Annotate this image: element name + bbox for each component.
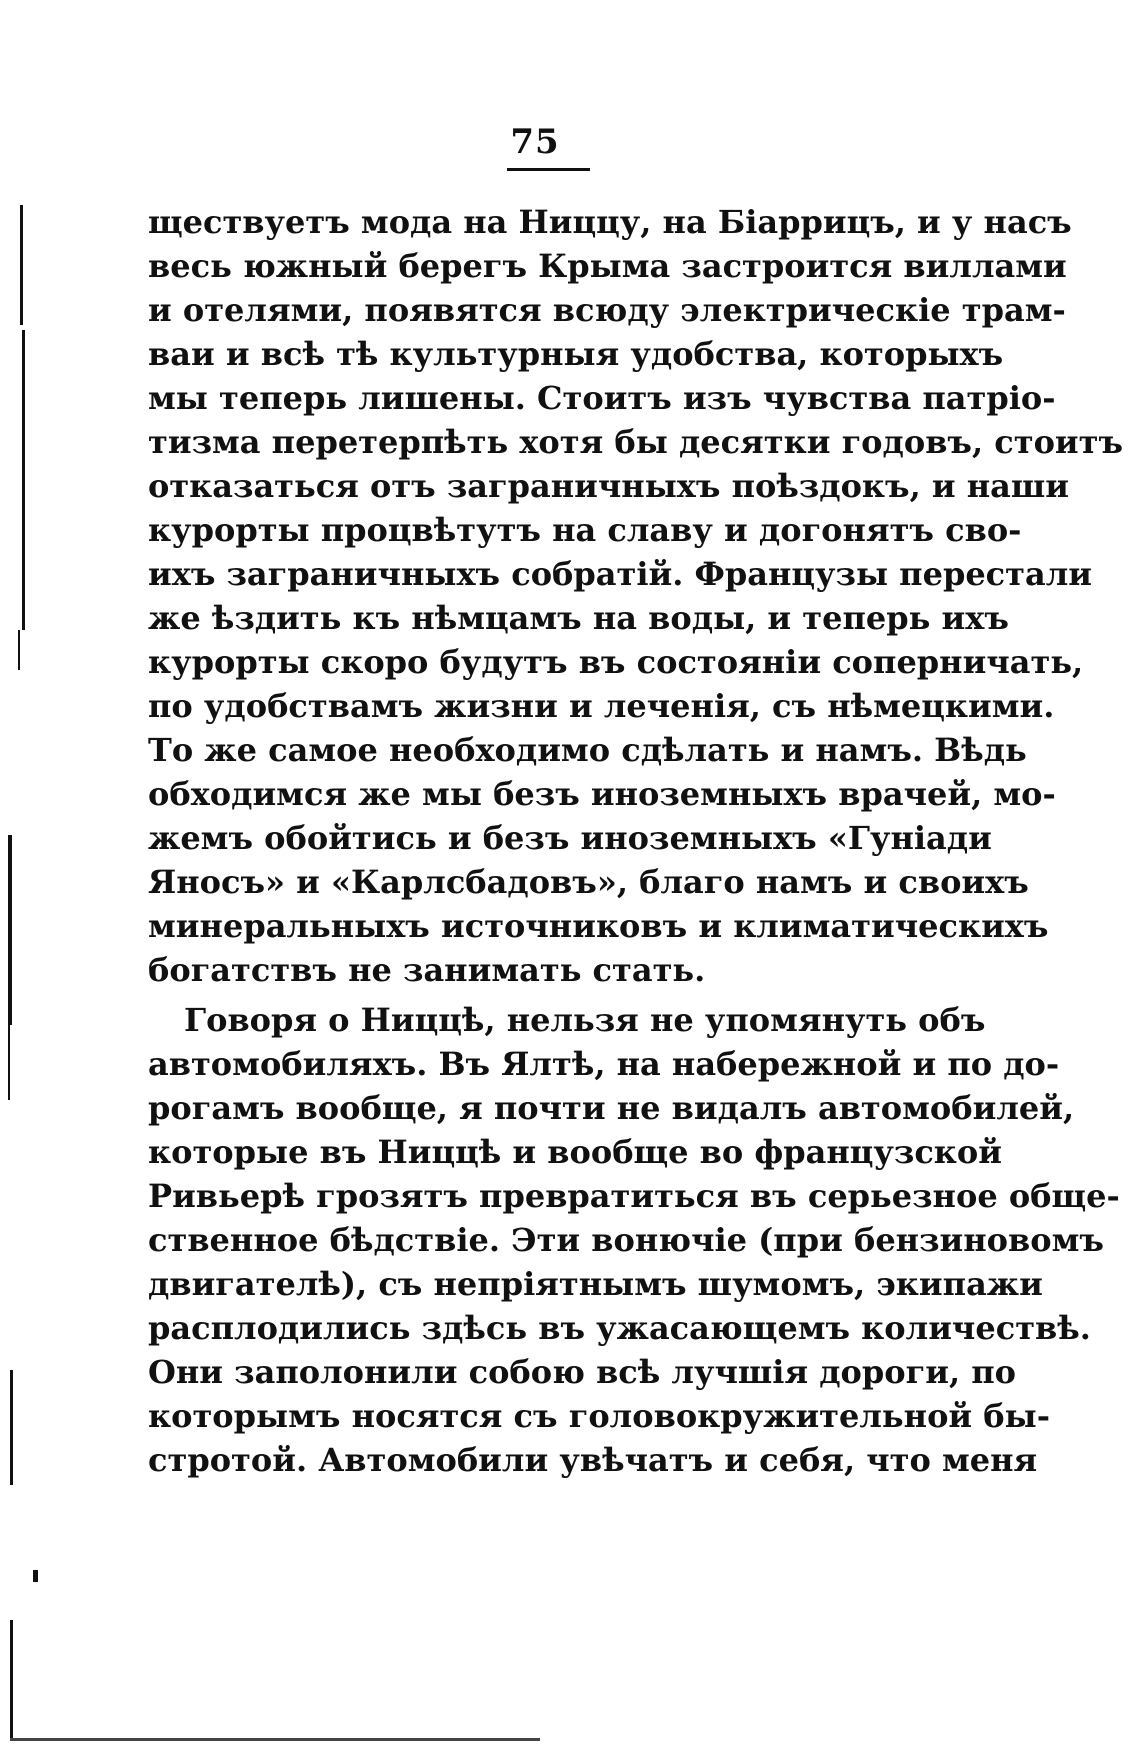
scan-edge-mark — [18, 630, 20, 670]
text-line: минеральныхъ источниковъ и климатическихъ — [148, 907, 1049, 945]
text-line: Говоря о Ниццѣ, нельзя не упомянуть объ — [184, 1001, 986, 1039]
paragraph-1 — [148, 200, 1124, 992]
text-line: рогамъ вообще, я почти не видалъ автомобилей, — [148, 1089, 1075, 1127]
text-line: ваи и всѣ тѣ культурныя удобства, которыхъ — [148, 335, 1004, 373]
text-line: двигателѣ), съ непріятнымъ шумомъ, экипажи — [148, 1265, 1043, 1303]
text-line: которымъ носятся съ головокружительной бы- — [148, 1397, 1050, 1435]
scan-edge-mark — [8, 835, 12, 1025]
scan-dot — [33, 1570, 38, 1582]
text-line: ственное бѣдствіе. Эти вонючіе (при бензиновомъ — [148, 1221, 1104, 1259]
text-line: же ѣздить къ нѣмцамъ на воды, и теперь ихъ — [148, 599, 1009, 637]
text-line: курорты скоро будутъ въ состояніи соперничать, — [148, 643, 1084, 681]
text-line: жемъ обойтись и безъ иноземныхъ «Гуніади — [148, 819, 992, 857]
scan-edge-mark — [20, 205, 23, 325]
text-line: мы теперь лишены. Стоитъ изъ чувства патріо- — [148, 379, 1056, 417]
text-line: ихъ заграничныхъ собратій. Французы перестали — [148, 555, 1093, 593]
paragraph-2 — [148, 998, 1120, 1482]
text-line: по удобствамъ жизни и леченія, съ нѣмецкими. — [148, 687, 1055, 725]
text-line: расплодились здѣсь въ ужасающемъ количествѣ. — [148, 1309, 1091, 1347]
text-line: То же самое необходимо сдѣлать и намъ. Вѣдь — [148, 731, 1027, 769]
text-line: курорты процвѣтутъ на славу и догонятъ сво- — [148, 511, 1022, 549]
text-line: Яносъ» и «Карлсбадовъ», благо намъ и своихъ — [148, 863, 1029, 901]
scan-edge-mark — [10, 1620, 13, 1740]
text-line: и отелями, появятся всюду электрическіе трам- — [148, 291, 1066, 329]
text-line: богатствъ не занимать стать. — [148, 951, 706, 989]
text-line: тизма перетерпѣть хотя бы десятки годовъ, стоитъ — [148, 423, 1124, 461]
text-line: обходимся же мы безъ иноземныхъ врачей, мо- — [148, 775, 1056, 813]
text-line: весь южный берегъ Крыма застроится виллами — [148, 247, 1067, 285]
text-line: ществуетъ мода на Ниццу, на Біаррицъ, и у насъ — [148, 203, 1072, 241]
scan-edge-mark — [10, 1738, 540, 1741]
text-line: Ривьерѣ грозятъ превратиться въ серьезное обще- — [148, 1177, 1120, 1215]
body-text — [148, 200, 1124, 1482]
text-line: которые въ Ниццѣ и вообще во французской — [148, 1133, 1002, 1171]
scan-edge-mark — [22, 330, 25, 630]
scan-edge-mark — [8, 1020, 10, 1100]
text-line: автомобиляхъ. Въ Ялтѣ, на набережной и по до- — [148, 1045, 1060, 1083]
text-line: отказаться отъ заграничныхъ поѣздокъ, и наши — [148, 467, 1070, 505]
page-number: 75 — [510, 122, 560, 162]
text-line: Они заполонили собою всѣ лучшія дороги, по — [148, 1353, 1016, 1391]
text-line: стротой. Автомобили увѣчатъ и себя, что меня — [148, 1441, 1038, 1479]
page-number-rule — [507, 168, 590, 171]
scan-edge-mark — [10, 1370, 13, 1485]
